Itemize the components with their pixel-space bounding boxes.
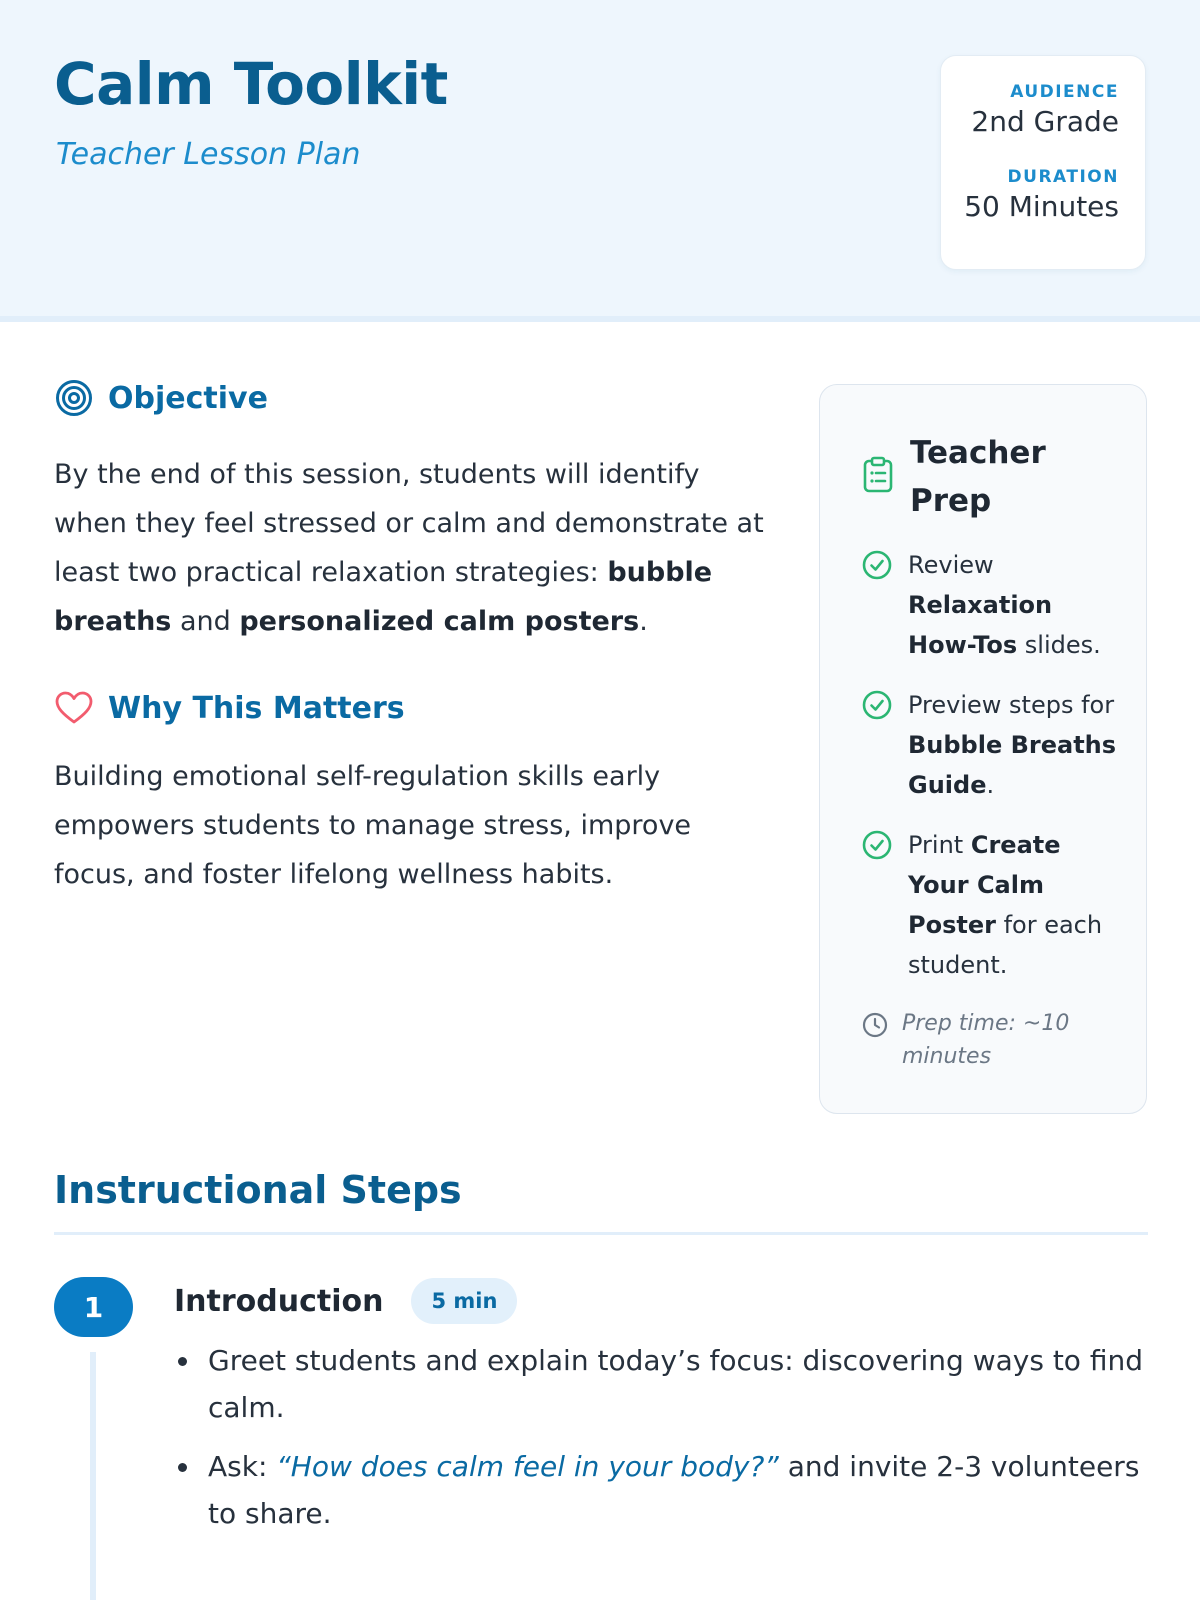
prep-time-text: Prep time: ~10 minutes [902, 1011, 1070, 1069]
audience-value: 2nd Grade [971, 105, 1119, 138]
why-title: Why This Matters [108, 690, 405, 726]
page-title: Calm Toolkit [54, 50, 448, 118]
teacher-prep-title: Teacher Prep [910, 435, 1046, 519]
duration-value: 50 Minutes [964, 190, 1119, 223]
step-heading [174, 1277, 517, 1325]
objective-strategy-poster: personalized calm posters [239, 606, 640, 637]
objective-heading [54, 378, 268, 418]
prep-item-text [908, 685, 1118, 805]
step-title: Introduction [174, 1283, 384, 1319]
objective-text-part: and [171, 606, 240, 637]
lesson-meta-card [940, 55, 1146, 270]
step-bullet-list [174, 1337, 1148, 1549]
step-bullet: Greet students and explain today’s focus: discovering ways to find calm. [174, 1337, 1148, 1431]
section-divider [54, 1232, 1148, 1235]
objective-text [54, 450, 774, 646]
prep-item-text [908, 545, 1118, 665]
prep-text-part: for each student. [908, 911, 1103, 979]
check-circle-icon [862, 825, 894, 865]
prep-resource-name: Bubble Breaths Guide [908, 731, 1117, 799]
prep-time [862, 1007, 1122, 1073]
objective-strategy-bubble: bubble breaths [54, 557, 713, 637]
teacher-prep-heading [862, 429, 1060, 525]
why-heading [54, 688, 405, 728]
teacher-prep-card [819, 384, 1147, 1114]
step-duration-badge: 5 min [411, 1278, 517, 1324]
teacher-prep-list [862, 545, 1132, 1005]
step-number: 1 [54, 1277, 133, 1337]
prep-item [862, 825, 1132, 985]
prep-resource-name: Create Your Calm Poster [908, 831, 1061, 939]
heart-icon [54, 688, 94, 728]
check-circle-icon [862, 545, 894, 585]
objective-text-part: By the end of this session, students will identify when they feel stressed or calm and demonstrate at least two practical relaxation strategies: [54, 459, 764, 588]
page-subtitle: Teacher Lesson Plan [56, 137, 361, 172]
prep-item [862, 685, 1132, 805]
why-text: Building emotional self-regulation skills early empowers students to manage stress, improve focus, and foster lifelong wellness habits. [54, 761, 692, 890]
target-icon [54, 378, 94, 418]
discussion-question: “How does calm feel in your body?” [276, 1450, 779, 1483]
steps-timeline [90, 1352, 96, 1600]
instructional-steps-title: Instructional Steps [54, 1168, 462, 1212]
step-bullet-text: and invite 2-3 volunteers to share. [208, 1450, 1140, 1530]
duration-label: DURATION [1007, 167, 1119, 187]
audience-label: AUDIENCE [1010, 82, 1119, 102]
prep-resource-name: Relaxation How-Tos [908, 591, 1053, 659]
prep-text-part: . [986, 771, 995, 799]
objective-title: Objective [108, 380, 268, 416]
check-circle-icon [862, 685, 894, 725]
clock-icon [862, 1007, 888, 1042]
clipboard-icon [862, 456, 894, 498]
prep-text-part: slides. [1017, 631, 1101, 659]
prep-text-part: Preview steps for [908, 691, 1115, 719]
prep-text-part: Print [908, 831, 971, 859]
prep-text-part: Review [908, 551, 994, 579]
prep-item-text [908, 825, 1118, 985]
prep-item [862, 545, 1132, 665]
step-bullet [174, 1443, 1148, 1537]
step-bullet-text: Ask: [208, 1450, 277, 1483]
lesson-header [0, 0, 1200, 322]
objective-text-part: . [639, 606, 648, 637]
